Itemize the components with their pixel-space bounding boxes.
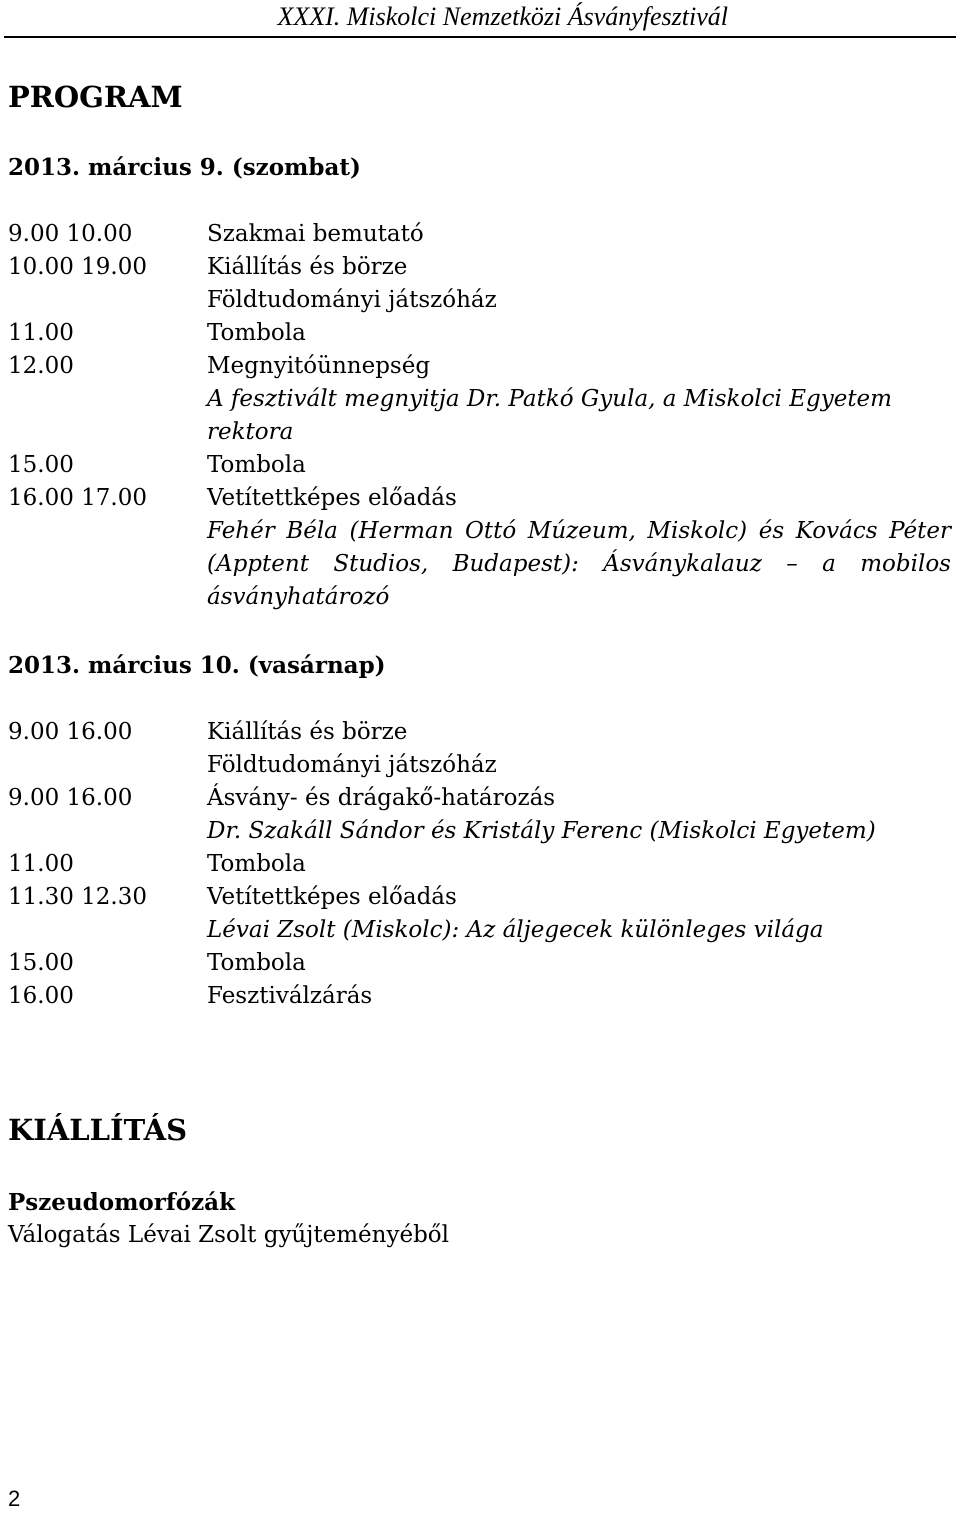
schedule-row [8, 416, 958, 449]
schedule-row [8, 218, 958, 251]
schedule-description: Fesztiválzárás [207, 983, 373, 1009]
schedule-row [8, 515, 958, 548]
schedule-time: 9.00 10.00 [8, 221, 133, 247]
schedule-time: 11.30 12.30 [8, 884, 147, 910]
header-title: XXXI. Miskolci Nemzetközi Ásványfesztivál [277, 2, 728, 31]
schedule-time: 16.00 [8, 983, 74, 1009]
schedule-row [8, 716, 958, 749]
schedule-time: 9.00 16.00 [8, 785, 133, 811]
exhibition-heading: KIÁLLÍTÁS [8, 1113, 188, 1147]
schedule-row [8, 881, 958, 914]
schedule-time: 11.00 [8, 320, 74, 346]
schedule-time: 11.00 [8, 851, 74, 877]
schedule-description: Földtudományi játszóház [207, 752, 497, 778]
schedule-description: ásványhatározó [207, 584, 390, 610]
page-number: 2 [8, 1486, 21, 1511]
header-divider [4, 36, 956, 38]
schedule-description: Lévai Zsolt (Miskolc): Az áljegecek különleges világa [207, 917, 824, 943]
schedule-row [8, 449, 958, 482]
schedule-description: Földtudományi játszóház [207, 287, 497, 313]
schedule-description: Szakmai bemutató [207, 221, 424, 247]
schedule-description: rektora [207, 419, 294, 445]
schedule-time: 16.00 17.00 [8, 485, 147, 511]
schedule-description: Tombola [207, 320, 306, 346]
schedule-time: 9.00 16.00 [8, 719, 133, 745]
schedule-description: Ásvány- és drágakő-határozás [207, 785, 556, 811]
schedule-row [8, 914, 958, 947]
schedule-description: Fehér Béla (Herman Ottó Múzeum, Miskolc) és Kovács Péter [207, 518, 951, 544]
schedule-row [8, 383, 958, 416]
schedule-row [8, 848, 958, 881]
schedule-description: Kiállítás és börze [207, 719, 408, 745]
schedule-description: (Apptent Studios, Budapest): Ásványkalauz – a mobilos [207, 551, 951, 577]
day-heading: 2013. március 9. (szombat) [8, 154, 361, 181]
schedule-description: Dr. Szakáll Sándor és Kristály Ferenc (Miskolci Egyetem) [207, 818, 876, 844]
schedule-time: 15.00 [8, 452, 74, 478]
schedule-time: 15.00 [8, 950, 74, 976]
schedule-row [8, 815, 958, 848]
schedule-row [8, 548, 958, 581]
schedule-row [8, 482, 958, 515]
schedule-row [8, 947, 958, 980]
schedule-description: Vetítettképes előadás [207, 884, 457, 910]
exhibition-subtitle: Válogatás Lévai Zsolt gyűjteményéből [8, 1222, 449, 1248]
schedule-time: 10.00 19.00 [8, 254, 147, 280]
schedule-description: Vetítettképes előadás [207, 485, 457, 511]
schedule-row [8, 284, 958, 317]
schedule-row [8, 980, 958, 1013]
schedule-row [8, 782, 958, 815]
program-heading: PROGRAM [8, 80, 183, 114]
schedule-description: Tombola [207, 950, 306, 976]
schedule-description: A fesztivált megnyitja Dr. Patkó Gyula, a Miskolci Egyetem [207, 386, 892, 412]
schedule-description: Tombola [207, 452, 306, 478]
schedule-row [8, 251, 958, 284]
day-heading: 2013. március 10. (vasárnap) [8, 652, 386, 679]
exhibition-title: Pszeudomorfózák [8, 1189, 236, 1216]
schedule-description: Tombola [207, 851, 306, 877]
schedule-description: Megnyitóünnepség [207, 353, 431, 379]
schedule-time: 12.00 [8, 353, 74, 379]
schedule-row [8, 581, 958, 614]
schedule-description: Kiállítás és börze [207, 254, 408, 280]
schedule-row [8, 350, 958, 383]
schedule-row [8, 749, 958, 782]
schedule-row [8, 317, 958, 350]
